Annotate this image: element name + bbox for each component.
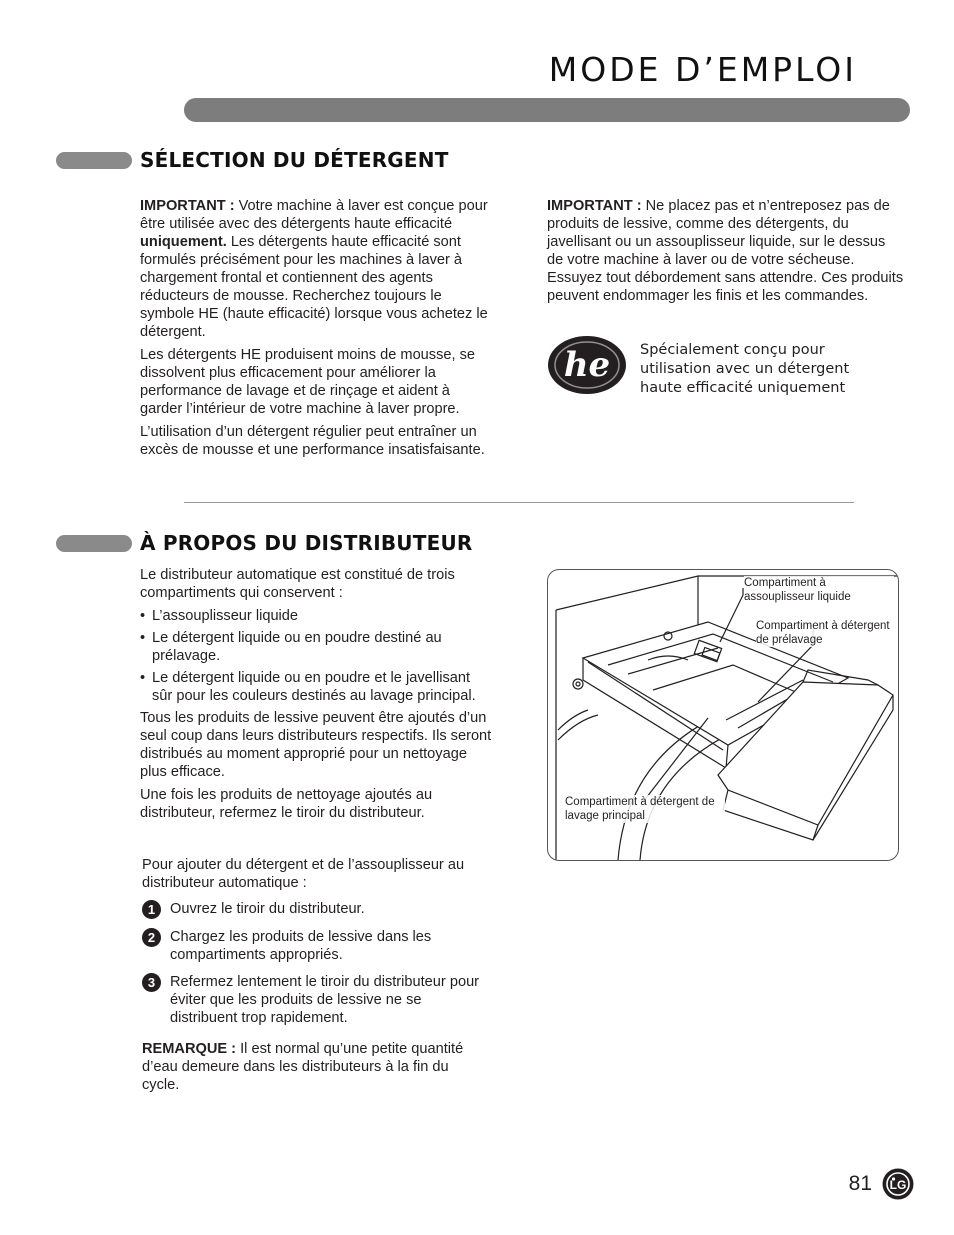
- dispenser-intro: Le distributeur automatique est constitué de trois compartiments qui conservent :: [140, 567, 455, 601]
- lg-logo-text: LG: [889, 1178, 907, 1192]
- regular-detergent-paragraph: L’utilisation d’un détergent régulier peut entraîner un excès de mousse et une performance insatisfaisante.: [140, 424, 485, 458]
- remark-note: REMARQUE : Il est normal qu’une petite quantité d’eau demeure dans les distributeurs à la fin du cycle.: [142, 1041, 464, 1093]
- step-3: [142, 973, 492, 1027]
- step-text: Refermez lentement le tiroir du distributeur pour éviter que les produits de lessive ne se distribuent trop rapidement.: [170, 974, 480, 1026]
- callout-prewash: Compartiment à détergent de prélavage: [756, 619, 896, 647]
- lg-logo: [882, 1168, 914, 1200]
- list-item: • L’assouplisseur liquide: [140, 607, 492, 625]
- list-item: • Le détergent liquide ou en poudre destiné au prélavage.: [140, 629, 492, 665]
- page-number: 81: [848, 1172, 872, 1195]
- section-title-dispenser: À PROPOS DU DISTRIBUTEUR: [140, 531, 473, 555]
- step-number: 1: [142, 900, 161, 919]
- step-text: Ouvrez le tiroir du distributeur.: [170, 901, 365, 917]
- step-2: [142, 928, 492, 964]
- section-divider: [184, 502, 854, 503]
- dispenser-text: [140, 566, 492, 827]
- step-number: 3: [142, 973, 161, 992]
- steps-intro: Pour ajouter du détergent et de l’assouplisseur au distributeur automatique :: [142, 857, 465, 891]
- he-detergents-paragraph: Les détergents HE produisent moins de mousse, se dissolvent plus efficacement pour améliorer la performance de lavage et de rinçage et aident à garder l’intérieur de votre machine à laver propre.: [140, 347, 476, 417]
- dispenser-illustration: [547, 569, 899, 861]
- compartment-list: [140, 607, 492, 705]
- detergent-left-column: [140, 197, 492, 464]
- dispenser-paragraph-3: Une fois les produits de nettoyage ajoutés au distributeur, refermez le tiroir du distributeur.: [140, 787, 433, 821]
- callout-softener: Compartiment à assouplisseur liquide: [744, 576, 894, 604]
- important-storage-paragraph: IMPORTANT : Ne placez pas et n’entreposez pas de produits de lessive, comme des détergents, du javellisant ou un assouplisseur liquide, sur le dessus de votre machine à laver ou de votre sécheuse. Essuyez tout débordement sans attendre. Ces produits peuvent endommager les finis et les commandes.: [547, 198, 904, 304]
- step-text: Chargez les produits de lessive dans les compartiments appropriés.: [170, 929, 432, 963]
- he-logo-text: he: [563, 345, 611, 385]
- step-number: 2: [142, 928, 161, 947]
- important-paragraph: IMPORTANT : Votre machine à laver est conçue pour être utilisée avec des détergents haute efficacité uniquement. Les détergents haute efficacité sont formulés précisément pour les machines à laver à chargement frontal et contiennent des agents réducteurs de mousse. Recherchez toujours le symbole HE (haute efficacité) lorsque vous achetez le détergent.: [140, 198, 488, 340]
- detergent-right-column: [547, 197, 905, 310]
- page-header-title: MODE D’EMPLOI: [548, 50, 857, 89]
- section-marker: [56, 152, 132, 169]
- he-caption: Spécialement conçu pour utilisation avec un détergent haute efficacité uniquement: [640, 342, 850, 396]
- he-logo: [547, 334, 629, 396]
- step-1: [142, 900, 492, 918]
- dispenser-paragraph-2: Tous les produits de lessive peuvent être ajoutés d’un seul coup dans leurs distributeurs respectifs. Ils seront distribués au moment approprié pour un nettoyage plus efficace.: [140, 710, 492, 780]
- section-marker: [56, 535, 132, 552]
- header-bar: [184, 98, 910, 122]
- callout-main-wash: Compartiment à détergent de lavage principal: [565, 795, 725, 823]
- list-item: • Le détergent liquide ou en poudre et le javellisant sûr pour les couleurs destinés au lavage principal.: [140, 669, 492, 705]
- section-title-detergent: SÉLECTION DU DÉTERGENT: [140, 148, 449, 172]
